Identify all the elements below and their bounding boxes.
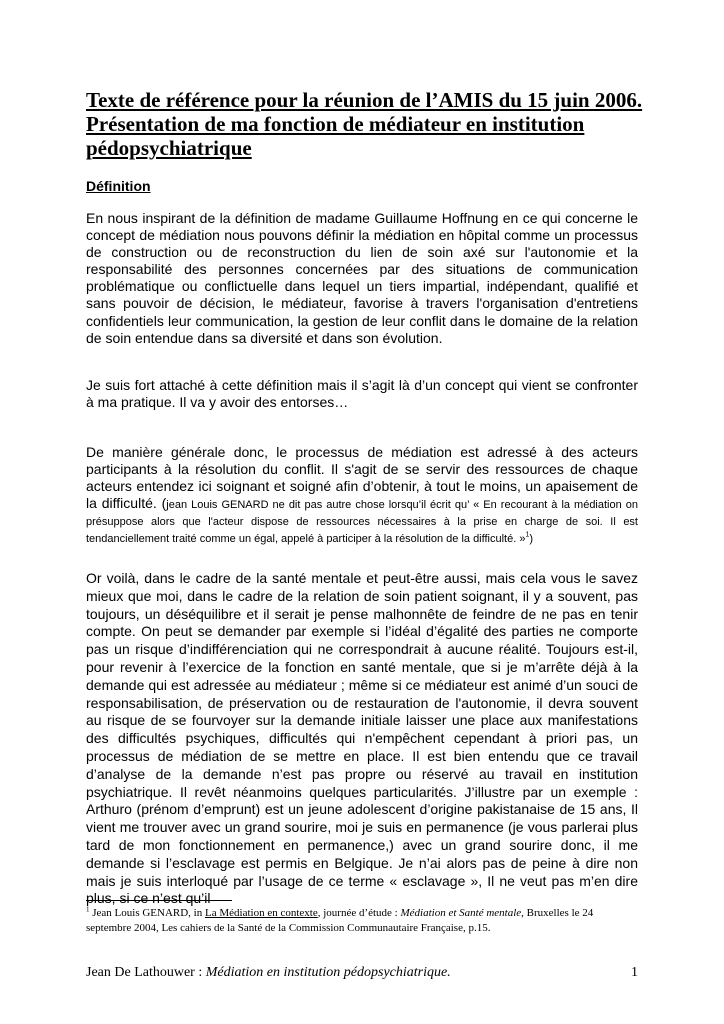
paragraph-mediation-process <box>86 444 638 547</box>
page-footer <box>86 964 451 982</box>
footnote-author: Jean Louis GENARD, in <box>89 907 205 919</box>
paragraph-definition: En nous inspirant de la définition de madame Guillaume Hoffnung en ce qui concerne le concept de médiation nous pouvons définir la médiation en hôpital comme un processus de construction ou de reconstruction du lien de soin axé sur l'autonomie et la responsabilité des personnes concernées par des situations de communication problématique ou conflictuelle dans lequel un tiers impartial, indépendant, qualifié et sans pouvoir de décision, le médiateur, favorise à travers l'organisation d'entretiens confidentiels leur communication, la gestion de leur conflit dans le domaine de la relation de soin entendue dans sa diversité et dans son évolution. <box>86 210 638 346</box>
paragraph-mental-health: Or voilà, dans le cadre de la santé mentale et peut-être aussi, mais cela vous le savez mieux que moi, dans le cadre de la relation de soin patient soignant, il y a souvent, pas toujours, un déséquilibre et il serait je pense malhonnête de feindre de ne pas en tenir compte. On peut se demander par exemple si l’idéal d’égalité des parties ne comporte pas un risque d’indifférenciation qui ne correspondrait à aucune réalité. Toujours est-il, pour revenir à l’exercice de la fonction en santé mentale, que si je m’arrête déjà à la demande qui est adressée au médiateur ; même si ce médiateur est animé d’un souci de responsabilisation, de préservation ou de restauration de l'autonomie, il devra souvent au risque de se fourvoyer sur la demande initiale laisser une place aux manifestations des difficultés psychiques, difficultés qui n'empêchent cependant à priori pas, un processus de médiation de se mettre en place. Il est bien entendu que ce travail d’analyse de la demande n’est pas propre ou réservé au travail en institution psychiatrique. Il revêt néanmoins quelques particularités. J’illustre par un exemple : Arthuro (prénom d’emprunt) est un jeune adolescent d’origine pakistanaise de 15 ans, Il vient me trouver avec un grand sourire, moi je suis en permanence (je vous parlerai plus tard de mon fonctionnement en permanence,) avec un grand sourire donc, il me demande si l’esclavage est permis en Belgique. Je n’ai alors pas de peine à dire non mais je suis interloqué par l’usage de ce terme « esclavage », Il ne veut pas m’en dire plus, si ce n’est qu’il <box>86 570 638 907</box>
footer-author: Jean De Lathouwer : <box>86 965 206 980</box>
paragraph-main-text: De manière générale donc, le processus de médiation est adressé à des acteurs participants à la résolution du conflit. Il s'agit de se servir des ressources de chaque acteurs entendez ici soignant et soigné afin d’obtenir, à tout le moins, un apaisement de la difficulté. ( <box>86 444 638 512</box>
footnote-book-title: La Médiation en contexte <box>205 907 318 919</box>
footnote-theme: Médiation et Santé mentale <box>400 907 522 919</box>
paragraph-attachment: Je suis fort attaché à cette définition mais il s’agit là d’un concept qui vient se confronter à ma pratique. Il va y avoir des entorses… <box>86 377 638 411</box>
footnote-number: 1 <box>86 905 90 914</box>
section-heading: Définition <box>86 178 151 194</box>
genard-quote: jean Louis GENARD ne dit pas autre chose lorsqu’il écrit qu’ « En recourant à la médiation on présuppose alors que l'acteur dispose de ressources nécessaires à la prise en charge de soi. Il est tendanciellement traité comme un égal, appelé à participer à la résolution de la difficulté. » <box>86 499 638 546</box>
footer-doc-title: Médiation en institution pédopsychiatrique. <box>205 965 451 980</box>
footnote-mid: , journée d’étude : <box>317 907 401 919</box>
closing-paren: ) <box>529 533 534 546</box>
footnote-rest: , Bruxelles le 24 septembre 2004, Les cahiers de la Santé de la Commission Communautaire Française, p.15. <box>86 907 594 934</box>
footnote <box>86 906 636 936</box>
page-number: 1 <box>631 965 638 980</box>
document-title: Texte de référence pour la réunion de l’AMIS du 15 juin 2006. Présentation de ma fonction de médiateur en institution pédopsychiatrique <box>86 88 643 160</box>
footnote-separator <box>86 900 232 901</box>
footnote-reference[interactable]: 1 <box>525 531 530 539</box>
